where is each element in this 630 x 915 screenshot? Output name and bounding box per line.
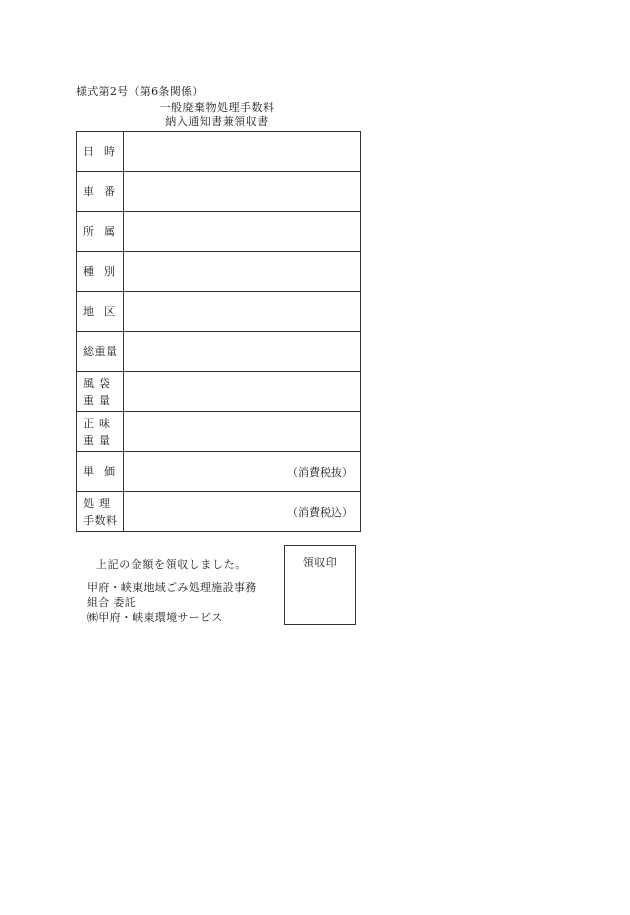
table-row-district [77, 292, 361, 332]
receipt-statement: 上記の金額を領収しました。 [96, 558, 247, 571]
label-bag-weight [77, 372, 124, 412]
label-processing-fee [77, 492, 124, 532]
label-char: 車 [83, 184, 94, 198]
label-char: 風 [83, 376, 94, 390]
label-net-weight [77, 412, 124, 452]
label-char: 処 [83, 496, 94, 510]
label-char: 日 [83, 144, 94, 158]
value-gross-weight [124, 332, 361, 372]
value-type [124, 252, 361, 292]
label-char: 重 [83, 433, 94, 447]
label-datetime [77, 132, 124, 172]
table-row-gross-weight [77, 332, 361, 372]
document-title-line1: 一般廃棄物処理手数料 [159, 101, 275, 114]
label-unit-price [77, 452, 124, 492]
label-char: 所 [83, 224, 94, 238]
issuer-line2: 組合 委託 [87, 596, 136, 609]
tax-excluded-note: （消費税抜） [287, 465, 353, 479]
table-row-affiliation [77, 212, 361, 252]
value-vehicle-number [124, 172, 361, 212]
label-char: 袋 [99, 376, 110, 390]
label-char: 種 [83, 264, 94, 278]
value-datetime [124, 132, 361, 172]
label-char: 重 [83, 393, 94, 407]
table-row-vehicle-number [77, 172, 361, 212]
value-district [124, 292, 361, 332]
label-char: 時 [104, 144, 115, 158]
label-char: 区 [104, 304, 115, 318]
label-char: 味 [99, 416, 110, 430]
label-char: 理 [99, 496, 110, 510]
table-row-unit-price [77, 452, 361, 492]
label-district [77, 292, 124, 332]
label-vehicle-number [77, 172, 124, 212]
seal-label: 領収印 [302, 556, 338, 569]
label-type [77, 252, 124, 292]
label-char: 量 [99, 393, 110, 407]
form-number: 様式第2号（第6条関係） [76, 85, 204, 98]
label-char: 別 [104, 264, 115, 278]
issuer-line1: 甲府・峡東地域ごみ処理施設事務 [87, 581, 257, 594]
value-bag-weight [124, 372, 361, 412]
fee-table [76, 131, 361, 532]
issuer-line3: ㈱甲府・峡東環境サービス [87, 611, 223, 624]
label-char: 単 [83, 464, 94, 478]
label-char: 地 [83, 304, 94, 318]
receipt-seal-box [284, 545, 356, 625]
value-affiliation [124, 212, 361, 252]
tax-included-note: （消費税込） [287, 505, 353, 519]
label-char: 属 [104, 224, 115, 238]
label-char: 量 [99, 433, 110, 447]
label-text: 総重量 [83, 344, 118, 358]
label-gross-weight [77, 332, 124, 372]
label-char: 正 [83, 416, 94, 430]
label-char: 価 [104, 464, 115, 478]
label-text: 手数料 [83, 513, 118, 527]
value-unit-price [124, 452, 361, 492]
value-processing-fee [124, 492, 361, 532]
table-row-datetime [77, 132, 361, 172]
table-row-net-weight [77, 412, 361, 452]
table-row-processing-fee [77, 492, 361, 532]
table-row-bag-weight [77, 372, 361, 412]
document-title-line2: 納入通知書兼領収書 [165, 115, 269, 128]
table-row-type [77, 252, 361, 292]
label-char: 番 [104, 184, 115, 198]
value-net-weight [124, 412, 361, 452]
label-affiliation [77, 212, 124, 252]
